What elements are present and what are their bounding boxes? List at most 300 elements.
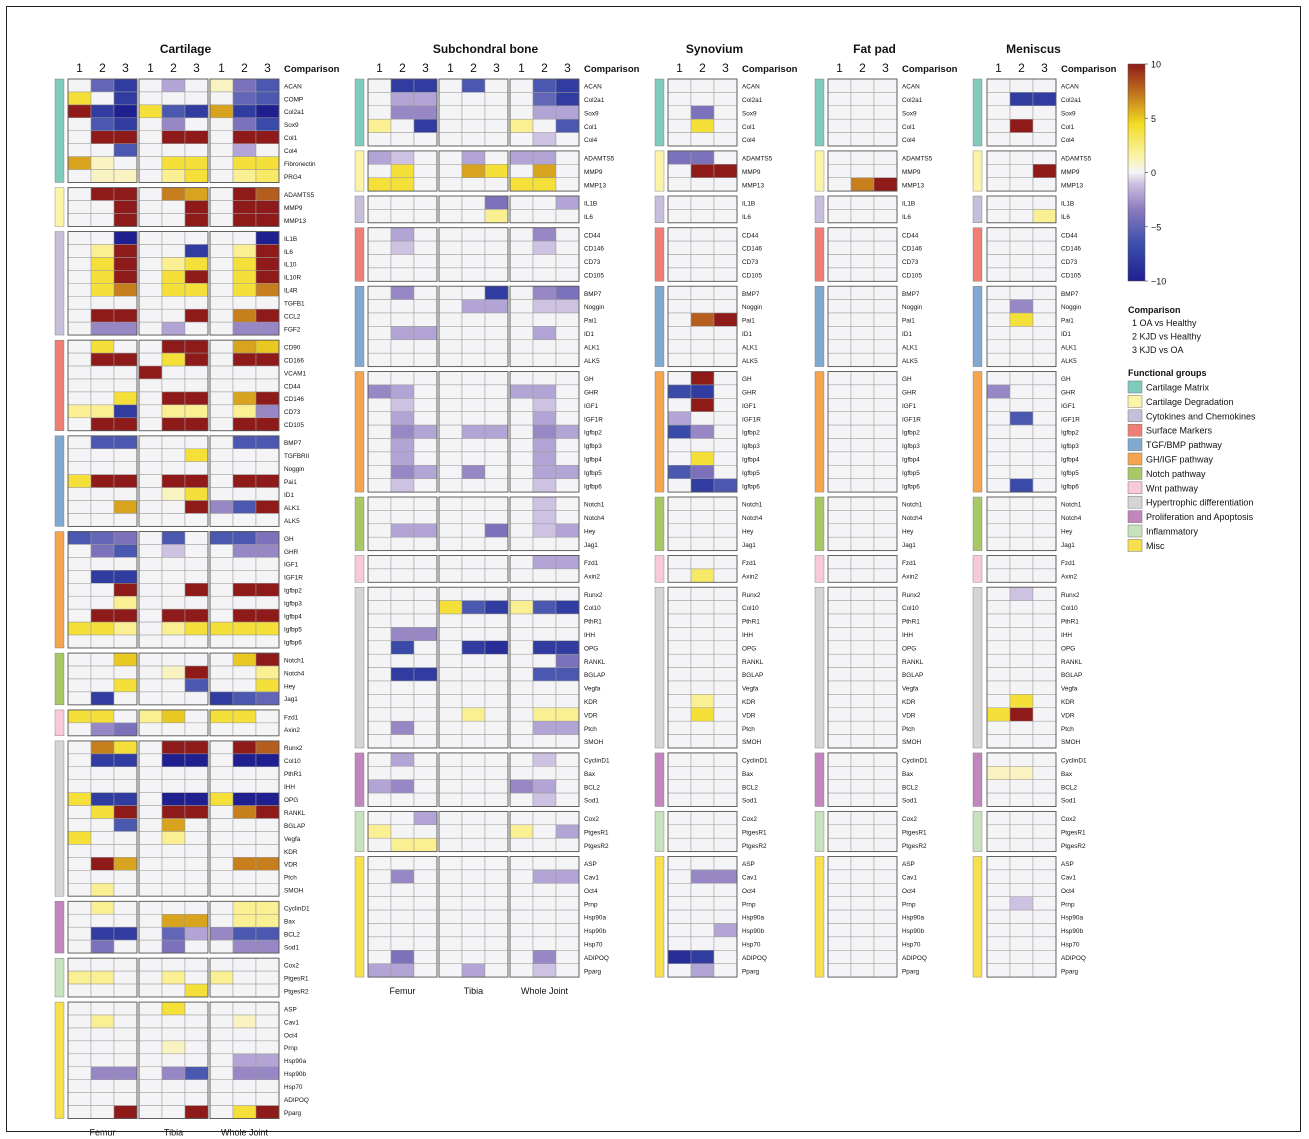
heatmap-cell [1010,587,1033,600]
heatmap-cell [828,439,851,452]
gene-label: CD73 [284,409,301,417]
heatmap-cell [233,309,256,322]
heatmap-cell [510,255,533,268]
gene-label: Col10 [1061,605,1078,613]
heatmap-cell [462,151,485,164]
heatmap-cell [114,257,137,270]
group-gh-igf-pathway [655,372,761,493]
heatmap-cell [91,1041,114,1054]
heatmap-cell [874,479,897,492]
heatmap-cell [485,313,508,326]
heatmap-cell [510,340,533,353]
heatmap-cell [874,313,897,326]
heatmap-cell [510,950,533,963]
heatmap-cell [691,412,714,425]
group-color-strip [355,372,364,493]
heatmap-cell [210,188,233,201]
heatmap-cell [162,710,185,723]
heatmap-cell [185,940,208,953]
heatmap-cell [114,870,137,883]
heatmap-cell [185,883,208,896]
heatmap-cell [874,164,897,177]
heatmap-cell [462,465,485,478]
heatmap-cell [851,569,874,582]
heatmap-cell [533,412,556,425]
heatmap-cell [391,313,414,326]
heatmap-cell [68,596,91,609]
gene-label: IGF1R [284,574,303,582]
heatmap-cell [691,268,714,281]
heatmap-cell [233,322,256,335]
gene-label: Cox2 [1061,816,1076,824]
heatmap-cell [414,452,437,465]
gene-label: Igfbp3 [902,443,920,451]
heatmap-cell [874,569,897,582]
heatmap-cell [256,379,279,392]
heatmap-cell [1010,735,1033,748]
heatmap-cell [210,710,233,723]
gene-label: BMP7 [1061,290,1079,298]
heatmap-cell [414,196,437,209]
heatmap-cell [828,870,851,883]
heatmap-cell [691,524,714,537]
heatmap-cell [233,501,256,514]
heatmap-cell [439,133,462,146]
heatmap-cell [1033,811,1056,824]
heatmap-cell [874,286,897,299]
heatmap-cell [185,832,208,845]
heatmap-cell [210,622,233,635]
heatmap-cell [391,439,414,452]
heatmap-cell [1010,133,1033,146]
heatmap-cell [439,668,462,681]
heatmap-cell [714,753,737,766]
heatmap-cell [233,767,256,780]
heatmap-cell [874,627,897,640]
heatmap-cell [874,654,897,667]
heatmap-cell [139,462,162,475]
heatmap-cell [556,133,579,146]
heatmap-cell [533,268,556,281]
heatmap-cell [1010,838,1033,851]
heatmap-cell [233,570,256,583]
gene-label: Bax [584,770,596,778]
heatmap-cell [462,838,485,851]
heatmap-cell [139,366,162,379]
heatmap-cell [256,971,279,984]
heatmap-cell [68,1015,91,1028]
gene-label: MMP9 [1061,168,1080,176]
heatmap-cell [414,398,437,411]
gene-label: CD73 [1061,259,1078,267]
heatmap-cell [510,300,533,313]
heatmap-cell [68,901,91,914]
heatmap-cell [556,313,579,326]
heatmap-cell [851,811,874,824]
gene-label: Axin2 [584,573,600,581]
group-color-strip [55,436,64,527]
heatmap-cell [691,614,714,627]
group-hypertrophic-differentiation [55,741,306,896]
heatmap-cell [714,106,737,119]
heatmap-cell [828,766,851,779]
heatmap-cell [851,452,874,465]
gene-label: Runx2 [1061,591,1080,599]
heatmap-cell [1010,708,1033,721]
heatmap-cell [414,479,437,492]
heatmap-cell [68,1028,91,1041]
heatmap-cell [414,268,437,281]
gene-label: ALK5 [1061,357,1077,365]
heatmap-cell [874,465,897,478]
heatmap-cell [439,439,462,452]
heatmap-cell [714,587,737,600]
gene-label: IL1B [284,235,298,243]
heatmap-cell [210,767,233,780]
heatmap-cell [668,79,691,92]
gene-label: Noggin [284,466,305,474]
heatmap-cell [391,465,414,478]
gene-label: RANKL [284,809,306,817]
heatmap-cell [368,870,391,883]
heatmap-cell [162,392,185,405]
heatmap-cell [114,405,137,418]
heatmap-cell [828,780,851,793]
heatmap-cell [114,118,137,131]
heatmap-cell [1033,883,1056,896]
heatmap-cell [185,570,208,583]
gene-label: Igfbp3 [584,443,602,451]
gene-label: CD44 [1061,232,1078,240]
heatmap-cell [1033,627,1056,640]
legend-swatch [1128,496,1142,508]
heatmap-cell [485,286,508,299]
heatmap-cell [1010,119,1033,132]
heatmap-cell [556,398,579,411]
heatmap-cell [1033,133,1056,146]
heatmap-cell [1033,79,1056,92]
heatmap-cell [828,950,851,963]
heatmap-cell [162,870,185,883]
gene-label: Notch1 [1061,501,1082,509]
heatmap-cell [210,462,233,475]
group-cytokines-and-chemokines [55,232,305,336]
heatmap-cell [162,971,185,984]
heatmap-cell [368,209,391,222]
heatmap-cell [439,950,462,963]
heatmap-cell [68,283,91,296]
heatmap-cell [1033,412,1056,425]
gene-label: Hsp90a [1061,914,1084,922]
heatmap-cell [874,326,897,339]
heatmap-cell [91,609,114,622]
gene-label: ALK5 [742,357,758,365]
heatmap-cell [210,609,233,622]
heatmap-cell [210,201,233,214]
heatmap-cell [533,857,556,870]
heatmap-cell [1010,353,1033,366]
heatmap-cell [414,537,437,550]
heatmap-cell [668,587,691,600]
gene-label: GH [284,535,294,543]
heatmap-cell [828,425,851,438]
heatmap-cell [714,524,737,537]
heatmap-cell [91,1093,114,1106]
heatmap-cell [439,735,462,748]
heatmap-cell [91,622,114,635]
heatmap-cell [91,366,114,379]
heatmap-cell [439,241,462,254]
heatmap-cell [368,398,391,411]
heatmap-cell [874,385,897,398]
heatmap-cell [233,105,256,118]
heatmap-cell [485,766,508,779]
heatmap-cell [210,832,233,845]
heatmap-cell [987,870,1010,883]
heatmap-cell [691,385,714,398]
heatmap-cell [1033,681,1056,694]
legend-group-item: TGF/BMP pathway [1146,440,1222,451]
heatmap-cell [162,806,185,819]
heatmap-cell [714,556,737,569]
heatmap-cell [828,286,851,299]
heatmap-cell [391,178,414,191]
heatmap-cell [874,300,897,313]
heatmap-cell [510,654,533,667]
heatmap-cell [233,844,256,857]
heatmap-cell [714,601,737,614]
gene-label: Oct4 [1061,887,1075,895]
heatmap-cell [851,241,874,254]
gene-label: SMOH [584,739,604,747]
heatmap-cell [162,1015,185,1028]
heatmap-cell [1033,340,1056,353]
group-proliferation-and-apoptosis [973,753,1087,807]
heatmap-cell [851,708,874,721]
heatmap-cell [68,309,91,322]
heatmap-cell [851,825,874,838]
gene-label: ALK5 [584,357,600,365]
heatmap-cell [668,825,691,838]
heatmap-cell [139,754,162,767]
heatmap-cell [714,681,737,694]
heatmap-cell [68,984,91,997]
heatmap-cell [233,1002,256,1015]
heatmap-cell [114,806,137,819]
heatmap-cell [391,398,414,411]
gene-label: Hsp90a [584,914,607,922]
heatmap-cell [162,296,185,309]
gene-label: Hsp70 [1061,941,1080,949]
heatmap-cell [874,241,897,254]
heatmap-cell [210,1002,233,1015]
heatmap-cell [114,322,137,335]
heatmap-cell [256,405,279,418]
group-color-strip [973,556,982,583]
heatmap-cell [68,832,91,845]
heatmap-cell [556,857,579,870]
heatmap-cell [114,940,137,953]
heatmap-cell [91,170,114,183]
column-label: 2 [1018,61,1025,75]
heatmap-cell [874,735,897,748]
heatmap-cell [210,958,233,971]
group-color-strip [655,196,664,223]
gene-label: VDR [284,861,298,869]
heatmap-cell [556,228,579,241]
heatmap-cell [114,214,137,227]
heatmap-cell [114,984,137,997]
heatmap-cell [691,326,714,339]
heatmap-cell [462,537,485,550]
heatmap-cell [185,188,208,201]
heatmap-cell [91,958,114,971]
gene-label: ID1 [742,331,752,339]
heatmap-cell [485,178,508,191]
gene-label: BMP7 [284,440,302,448]
heatmap-cell [139,405,162,418]
heatmap-cell [185,1067,208,1080]
heatmap-cell [414,556,437,569]
heatmap-cell [68,844,91,857]
group-color-strip [355,857,364,978]
heatmap-cell [851,950,874,963]
gene-label: Notch1 [284,657,305,665]
heatmap-cell [1033,537,1056,550]
heatmap-cell [1033,372,1056,385]
heatmap-cell [485,708,508,721]
heatmap-cell [485,735,508,748]
gene-label: BCL2 [284,931,300,939]
heatmap-cell [533,556,556,569]
heatmap-cell [462,452,485,465]
heatmap-cell [714,811,737,824]
legend-groups-title: Functional groups [1128,368,1207,378]
heatmap-cell [462,627,485,640]
heatmap-cell [691,825,714,838]
heatmap-cell [828,209,851,222]
gene-label: IHH [742,632,754,640]
heatmap-cell [851,178,874,191]
heatmap-cell [462,883,485,896]
gene-label: VDR [1061,712,1075,720]
heatmap-cell [162,462,185,475]
heatmap-cell [828,340,851,353]
heatmap-cell [368,286,391,299]
heatmap-cell [185,501,208,514]
heatmap-cell [556,439,579,452]
heatmap-cell [414,910,437,923]
heatmap-cell [439,910,462,923]
group-color-strip [815,228,824,282]
gene-label: Hsp90b [584,928,607,936]
heatmap-cell [828,694,851,707]
heatmap-cell [510,92,533,105]
heatmap-cell [462,556,485,569]
group-color-strip [355,753,364,807]
heatmap-cell [556,340,579,353]
heatmap-cell [485,300,508,313]
heatmap-cell [462,780,485,793]
heatmap-cell [210,244,233,257]
heatmap-cell [485,119,508,132]
heatmap-cell [462,119,485,132]
column-label: 1 [76,61,83,75]
heatmap-cell [874,119,897,132]
colorbar-tick-label: 5 [1151,113,1157,124]
heatmap-cell [185,92,208,105]
heatmap-cell [485,838,508,851]
heatmap-cell [233,188,256,201]
heatmap-cell [185,1093,208,1106]
heatmap-cell [462,721,485,734]
heatmap-cell [691,255,714,268]
heatmap-cell [210,596,233,609]
heatmap-cell [68,270,91,283]
group-inflammatory [973,811,1086,851]
heatmap-cell [874,897,897,910]
heatmap-cell [987,721,1010,734]
heatmap-cell [233,857,256,870]
heatmap-cell [368,326,391,339]
heatmap-cell [828,668,851,681]
gene-label: Pparg [902,968,920,976]
group-gh-igf-pathway [55,532,303,648]
heatmap-cell [185,544,208,557]
heatmap-cell [68,883,91,896]
heatmap-cell [391,79,414,92]
heatmap-cell [668,811,691,824]
heatmap-cell [485,668,508,681]
heatmap-cell [139,92,162,105]
heatmap-cell [91,984,114,997]
heatmap-cell [368,106,391,119]
heatmap-cell [210,513,233,526]
heatmap-cell [185,666,208,679]
heatmap-cell [185,296,208,309]
gene-label: Sox9 [584,110,599,118]
heatmap-cell [1033,439,1056,452]
gene-label: Igfbp2 [742,429,760,437]
heatmap-cell [987,524,1010,537]
block-label: Femur [89,1127,116,1138]
heatmap-cell [139,188,162,201]
heatmap-cell [533,780,556,793]
gene-label: Sod1 [902,797,917,805]
heatmap-cell [874,766,897,779]
heatmap-cell [91,754,114,767]
heatmap-cell [510,412,533,425]
heatmap-cell [368,412,391,425]
heatmap-cell [162,940,185,953]
heatmap-cell [851,209,874,222]
heatmap-cell [368,268,391,281]
heatmap-cell [139,1028,162,1041]
heatmap-cell [1033,353,1056,366]
gene-label: Pai1 [1061,317,1074,325]
group-color-strip [815,372,824,493]
heatmap-cell [391,452,414,465]
heatmap-cell [391,910,414,923]
heatmap-cell [668,255,691,268]
heatmap-cell [851,766,874,779]
heatmap-cell [510,838,533,851]
heatmap-cell [556,510,579,523]
heatmap-cell [828,811,851,824]
heatmap-cell [162,1028,185,1041]
panel-fat-pad [815,42,958,977]
group-misc [355,857,609,978]
